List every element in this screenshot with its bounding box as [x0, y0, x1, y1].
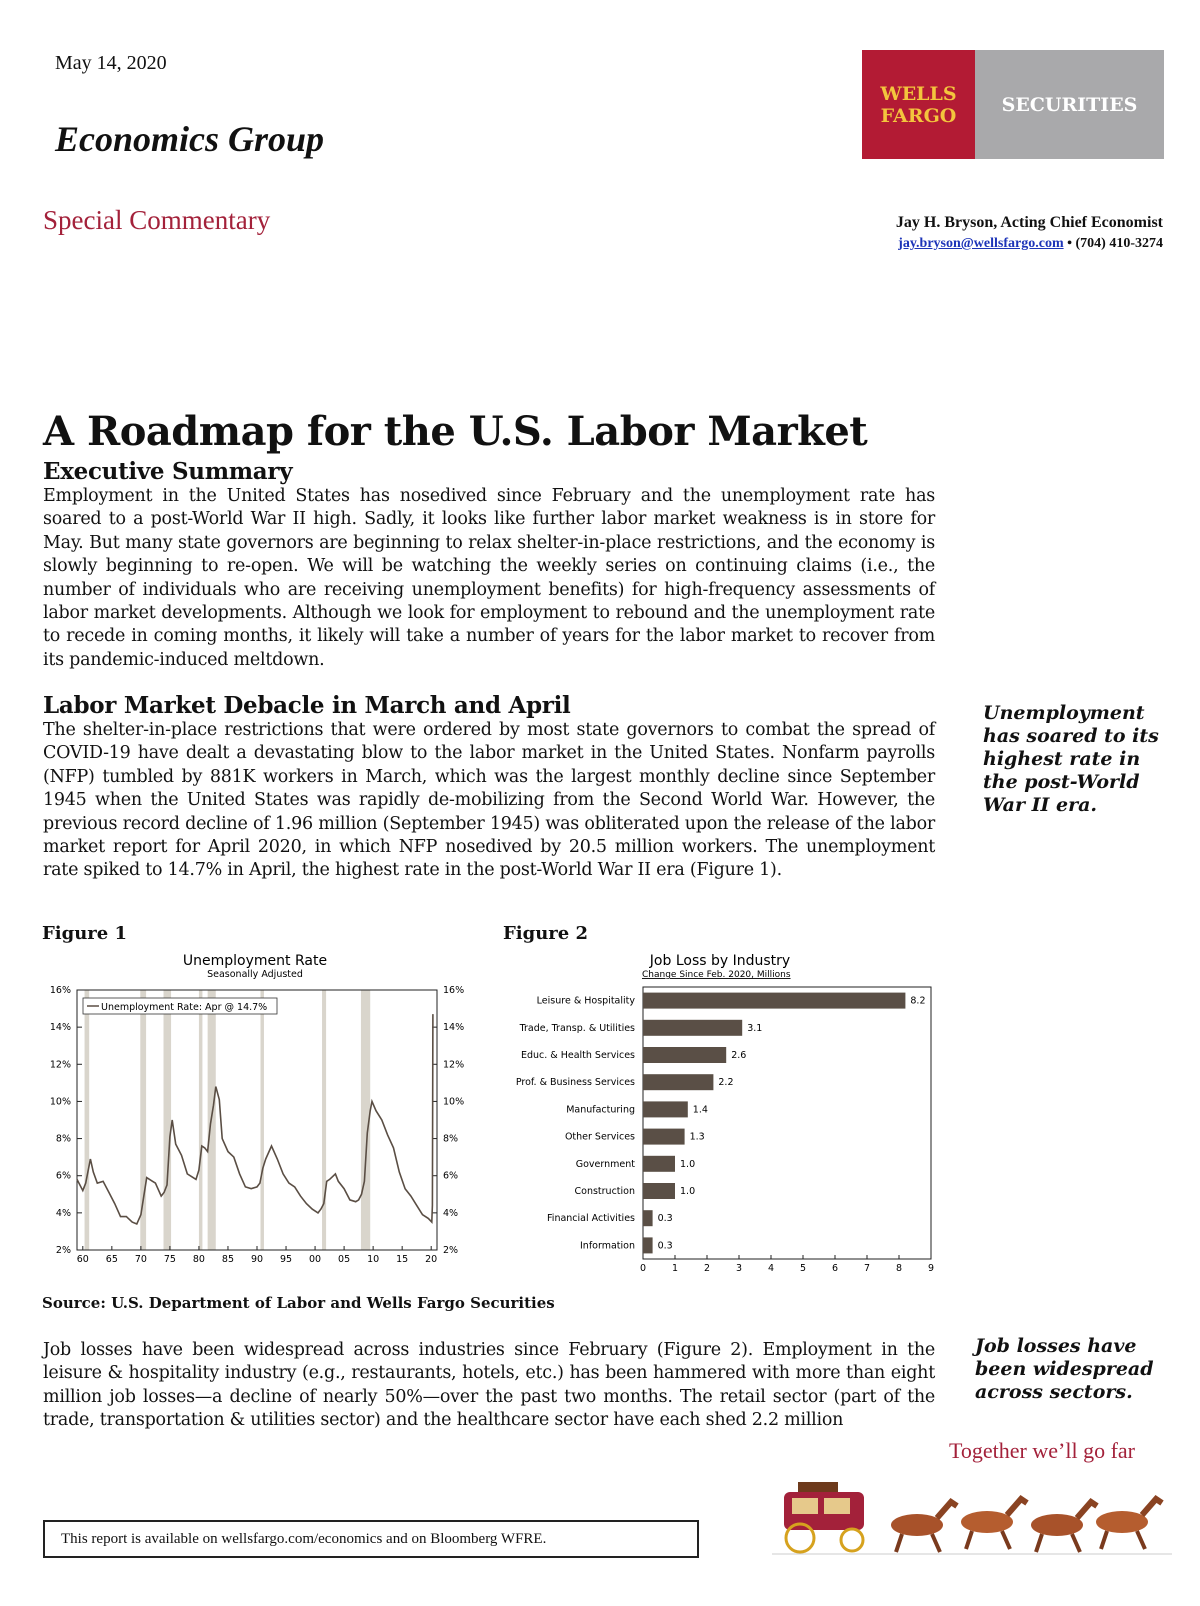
chart2-bar — [643, 993, 905, 1009]
chart1-xtick-label: 80 — [192, 1254, 205, 1265]
chart1-xtick-label: 65 — [105, 1254, 118, 1265]
brand-tagline: Together we’ll go far — [949, 1438, 1135, 1463]
page-title: A Roadmap for the U.S. Labor Market — [43, 408, 868, 455]
chart1-xtick-label: 90 — [250, 1254, 264, 1265]
author-phone: • (704) 410-3274 — [1063, 236, 1163, 251]
chart1-ytick-label-right: 12% — [443, 1059, 465, 1071]
chart2-category-label: Financial Activities — [547, 1213, 635, 1225]
chart2-bar — [643, 1101, 688, 1117]
chart2-category-label: Prof. & Business Services — [515, 1077, 635, 1089]
chart2-category-label: Construction — [574, 1186, 635, 1197]
sidenote-unemployment: Unemployment has soared to its highest rate in the post-World War II era. — [983, 702, 1159, 816]
chart1-ytick-label-left: 8% — [55, 1133, 71, 1145]
chart1-recession-band — [164, 990, 172, 1250]
author-email-link[interactable]: jay.bryson@wellsfargo.com — [898, 236, 1064, 251]
securities-logo-panel — [975, 50, 1164, 159]
section-label: Special Commentary — [43, 205, 271, 235]
chart1-recession-band — [260, 990, 263, 1250]
chart1-xtick-label: 95 — [279, 1254, 293, 1265]
figure-1-label: Figure 1 — [42, 923, 128, 944]
stagecoach-illustration — [772, 1470, 1172, 1560]
chart1-ytick-label-left: 2% — [55, 1245, 71, 1256]
chart2-bar — [643, 1156, 675, 1172]
wells-fargo-logo — [862, 50, 975, 159]
chart1-xtick-label: 60 — [76, 1254, 89, 1265]
author-line: Jay H. Bryson, Acting Chief Economist — [895, 214, 1163, 231]
debacle-heading: Labor Market Debacle in March and April — [43, 692, 571, 719]
chart1-ytick-label-right: 8% — [443, 1133, 459, 1145]
availability-box — [43, 1520, 699, 1558]
chart1-ytick-label-left: 14% — [49, 1022, 71, 1034]
chart2-value-label: 2.2 — [718, 1077, 734, 1089]
chart1-recession-band — [85, 990, 90, 1250]
chart1-ytick-label-left: 10% — [49, 1096, 71, 1108]
unemployment-rate-chart — [30, 952, 500, 1282]
report-date: May 14, 2020 — [55, 52, 167, 74]
chart2-xtick-label: 1 — [671, 1263, 679, 1274]
chart2-category-label: Manufacturing — [566, 1104, 635, 1116]
chart2-value-label: 2.6 — [731, 1050, 747, 1061]
chart1-ytick-label-right: 4% — [443, 1207, 459, 1219]
chart1-ytick-label-left: 12% — [49, 1059, 71, 1071]
figure-source: Source: U.S. Department of Labor and Wells Fargo Securities — [42, 1294, 555, 1312]
chart1-title: Unemployment Rate — [182, 953, 328, 969]
chart2-bar — [643, 1074, 713, 1090]
chart1-plot-frame — [77, 990, 437, 1250]
chart1-ytick-label-right: 16% — [443, 985, 465, 996]
sidenote-job-losses: Job losses have been widespread across sectors. — [975, 1335, 1154, 1403]
chart2-xtick-label: 6 — [831, 1263, 839, 1274]
executive-summary-text: Employment in the United States has nosedived since February and the unemployment rate has soared to a post-World War II high. Sadly, it looks like further labor market weakness is in store for May. But many state governors are beginning to relax shelter-in-place restrictions, and the economy is slowly beginning to re-open. We will be watching the weekly series on continuing claims (i.e., the number of individuals who are receiving unemployment benefits) for high-frequency assessments of labor market developments. Although we look for employment to rebound and the unemployment rate to recede in coming months, it likely will take a number of years for the labor market to recover from its pandemic-induced meltdown. — [43, 486, 935, 670]
chart1-ytick-label-right: 6% — [443, 1170, 459, 1182]
executive-summary-section — [43, 458, 935, 672]
chart1-xtick-label: 20 — [425, 1254, 438, 1265]
chart1-recession-band — [199, 990, 202, 1250]
chart2-value-label: 1.3 — [689, 1131, 705, 1143]
chart1-ytick-label-right: 14% — [443, 1022, 465, 1034]
chart2-xtick-label: 9 — [927, 1263, 935, 1274]
chart2-xtick-label: 7 — [863, 1263, 871, 1274]
chart1-xtick-label: 15 — [396, 1254, 409, 1265]
chart2-value-label: 1.0 — [680, 1186, 696, 1197]
debacle-section — [43, 692, 935, 883]
chart2-value-label: 1.0 — [680, 1158, 696, 1170]
chart2-category-label: Government — [575, 1158, 635, 1170]
chart1-ytick-label-right: 2% — [443, 1245, 459, 1256]
chart2-xtick-label: 2 — [703, 1263, 711, 1274]
author-contact — [898, 236, 1163, 252]
chart1-recession-band — [322, 990, 326, 1250]
chart2-xtick-label: 4 — [767, 1263, 775, 1274]
chart2-value-label: 0.3 — [657, 1240, 673, 1252]
chart2-title: Job Loss by Industry — [649, 953, 791, 969]
chart2-bar — [643, 1047, 726, 1063]
chart1-ytick-label-left: 4% — [55, 1207, 71, 1219]
logo-text-wells: WELLS — [880, 82, 957, 105]
chart2-xtick-label: 3 — [735, 1263, 743, 1274]
figure-2-label: Figure 2 — [503, 923, 589, 944]
chart1-ytick-label-left: 6% — [55, 1170, 71, 1182]
economics-group-heading: Economics Group — [55, 119, 325, 159]
chart1-xtick-label: 85 — [221, 1254, 235, 1265]
chart1-ytick-label-right: 10% — [443, 1096, 465, 1108]
chart2-category-label: Leisure & Hospitality — [536, 995, 635, 1007]
logo-text-securities: SECURITIES — [1001, 93, 1138, 116]
chart2-xtick-label: 5 — [799, 1263, 807, 1274]
chart2-category-label: Trade, Transp. & Utilities — [519, 1022, 635, 1034]
chart2-category-label: Educ. & Health Services — [520, 1050, 635, 1061]
chart2-value-label: 3.1 — [747, 1022, 763, 1034]
chart1-xtick-label: 70 — [134, 1254, 147, 1265]
chart1-xtick-label: 00 — [309, 1254, 322, 1265]
chart1-subtitle: Seasonally Adjusted — [207, 969, 303, 980]
chart2-category-label: Information — [580, 1240, 635, 1252]
chart1-ytick-label-left: 16% — [49, 985, 71, 996]
executive-summary-heading: Executive Summary — [43, 458, 293, 485]
chart1-legend-text: Unemployment Rate: Apr @ 14.7% — [101, 1002, 268, 1013]
chart1-xtick-label: 10 — [367, 1254, 380, 1265]
chart2-value-label: 1.4 — [692, 1104, 708, 1116]
chart2-bar — [643, 1183, 675, 1199]
chart2-bar — [643, 1237, 653, 1253]
logo-text-fargo: FARGO — [880, 104, 957, 127]
chart2-value-label: 0.3 — [657, 1213, 673, 1225]
chart2-bar — [643, 1129, 685, 1145]
debacle-text: The shelter-in-place restrictions that were ordered by most state governors to combat the spread of COVID-19 have dealt a devastating blow to the labor market in the United States. Nonfarm payrolls (NFP) tumbled by 881K workers in March, which was the largest monthly decline since September 1945 when the United States was rapidly de-mobilizing from the Second World War. However, the previous record decline of 1.96 million (September 1945) was obliterated upon the release of the labor market report for April 2020, in which NFP nosedived by 20.5 million workers. The unemployment rate spiked to 14.7% in April, the highest rate in the post-World War II era (Figure 1). — [43, 720, 935, 881]
chart2-xtick-label: 8 — [895, 1263, 903, 1274]
chart1-xtick-label: 75 — [163, 1254, 176, 1265]
chart2-subtitle: Change Since Feb. 2020, Millions — [642, 970, 791, 980]
closing-text: Job losses have been widespread across industries since February (Figure 2). Employment in the leisure & hospitality industry (e.g., restaurants, hotels, etc.) has been hammered with more than eight million job losses—a decline of nearly 50%—over the past two months. The retail sector (part of the trade, transportation & utilities sector) and the healthcare sector have each shed 2.2 million — [43, 1340, 935, 1431]
chart1-series-line — [77, 1014, 433, 1224]
chart2-value-label: 8.2 — [910, 995, 926, 1007]
chart2-bar — [643, 1210, 653, 1226]
chart2-xtick-label: 0 — [639, 1263, 647, 1274]
availability-text: This report is available on wellsfargo.com/economics and on Bloomberg WFRE. — [61, 1531, 547, 1547]
chart1-xtick-label: 05 — [338, 1254, 351, 1265]
chart2-bar — [643, 1020, 742, 1036]
chart2-category-label: Other Services — [564, 1131, 635, 1143]
job-loss-chart — [500, 952, 940, 1282]
